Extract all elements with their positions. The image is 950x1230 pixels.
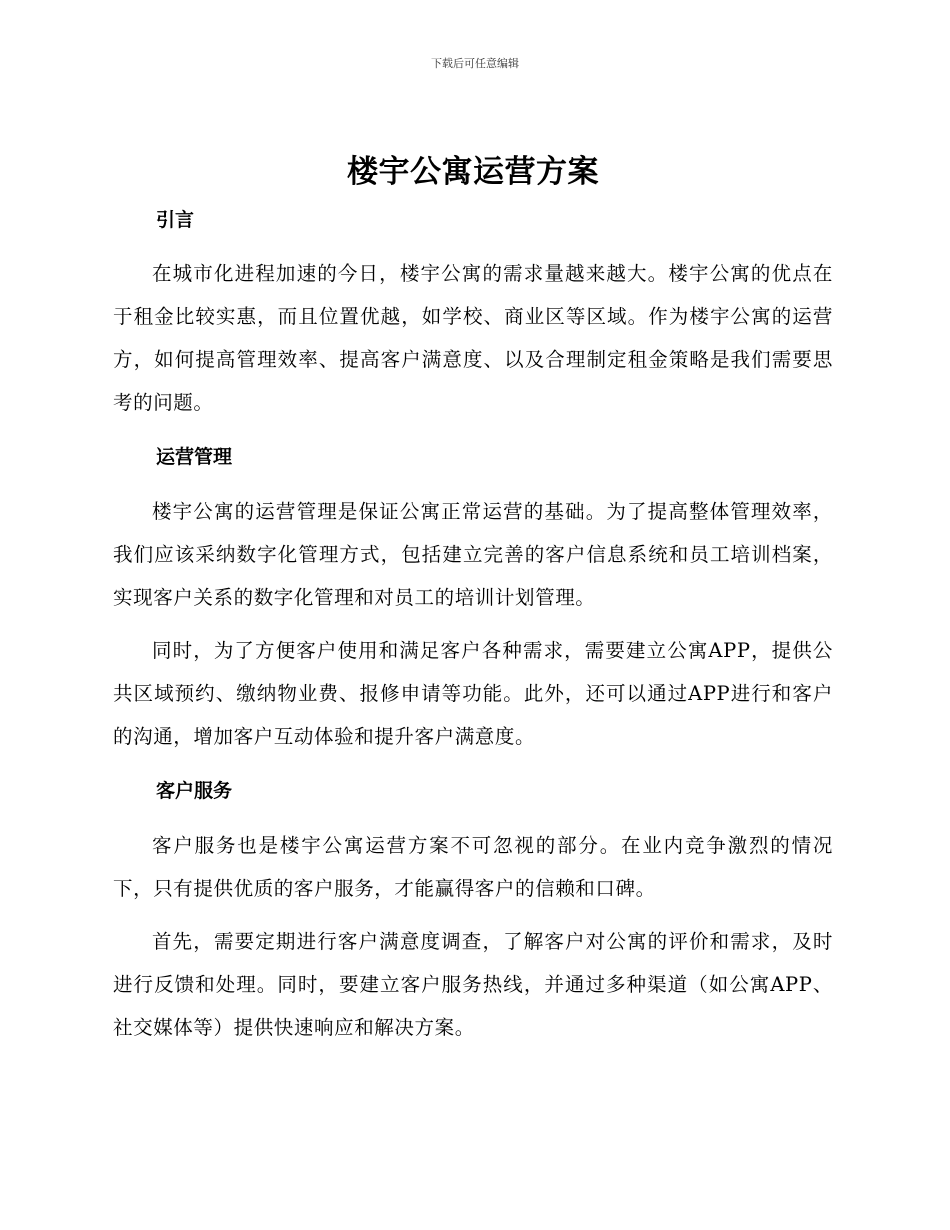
- section-heading-customer-service: 客户服务: [156, 780, 233, 802]
- section-heading-intro: 引言: [156, 209, 195, 231]
- paragraph-intro-1: 在城市化进程加速的今日，楼宇公寓的需求量越来越大。楼宇公寓的优点在于租金比较实惠，而且位置优越，如学校、商业区等区域。作为楼宇公寓的运营方，如何提高管理效率、提高客户满意度、以及合理制定租金策略是我们需要思考的问题。: [113, 262, 833, 414]
- paragraph-operations-2: 同时，为了方便客户使用和满足客户各种需求，需要建立公寓APP，提供公共区域预约、缴纳物业费、报修申请等功能。此外，还可以通过APP进行和客户的沟通，增加客户互动体验和提升客户满意度。: [113, 639, 833, 748]
- header-note: 下载后可任意编辑: [431, 57, 519, 70]
- document-title: 楼宇公寓运营方案: [347, 154, 599, 190]
- paragraph-operations-1: 楼宇公寓的运营管理是保证公寓正常运营的基础。为了提高整体管理效率，我们应该采纳数字化管理方式，包括建立完善的客户信息系统和员工培训档案，实现客户关系的数字化管理和对员工的培训计划管理。: [113, 500, 833, 609]
- section-heading-operations: 运营管理: [156, 446, 233, 468]
- paragraph-customer-service-2: 首先，需要定期进行客户满意度调查，了解客户对公寓的评价和需求，及时进行反馈和处理。同时，要建立客户服务热线，并通过多种渠道（如公寓APP、社交媒体等）提供快速响应和解决方案。: [113, 930, 833, 1039]
- paragraph-customer-service-1: 客户服务也是楼宇公寓运营方案不可忽视的部分。在业内竞争激烈的情况下，只有提供优质的客户服务，才能赢得客户的信赖和口碑。: [113, 834, 833, 900]
